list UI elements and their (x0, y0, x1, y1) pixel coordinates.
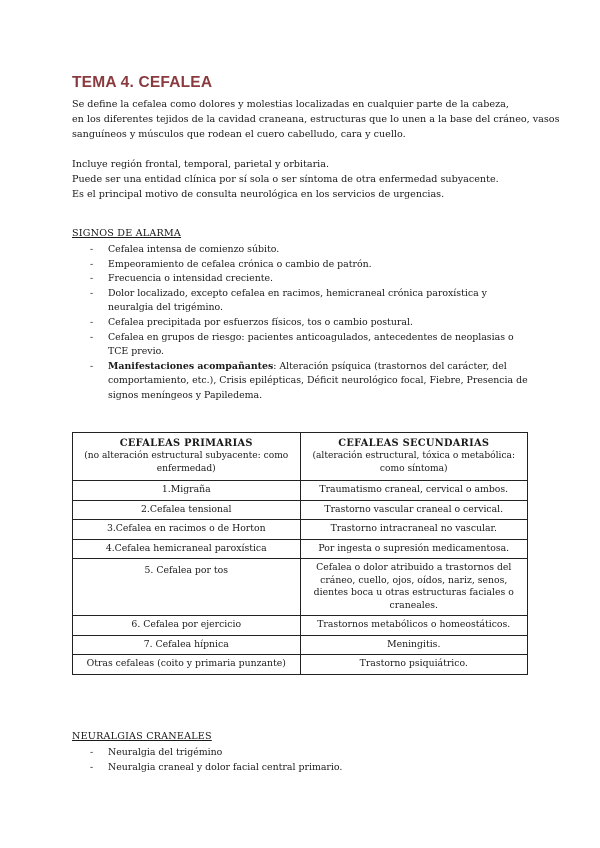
list-item-text: Frecuencia o intensidad creciente. (108, 273, 274, 285)
table-row (73, 500, 528, 520)
header-secundarias (300, 433, 528, 481)
table-cell: 2.Cefalea tensional (73, 500, 301, 520)
list-item-text: Empeoramiento de cefalea crónica o cambio de patrón. (108, 258, 372, 270)
header-title: CEFALEAS SECUNDARIAS (338, 437, 490, 449)
dash-marker: - (90, 273, 94, 285)
dash-marker: - (90, 244, 94, 255)
page-title: TEMA 4. CEFALEA (72, 74, 213, 91)
list-item-bold: Manifestaciones acompañantes (108, 360, 274, 372)
table-row (73, 559, 528, 616)
header-primarias (73, 433, 301, 481)
alarm-list (90, 243, 530, 404)
dash-marker: - (90, 747, 94, 758)
intro-line: en los diferentes tejidos de la cavidad craneana, estructuras que lo unen a la base del cráneo, vasos (72, 114, 560, 125)
table-cell: 1.Migraña (73, 481, 301, 501)
intro-line: Se define la cefalea como dolores y molestias localizadas en cualquier parte de la cabeza, (72, 99, 509, 110)
list-item (90, 316, 530, 331)
dash-marker: - (90, 258, 94, 270)
table-cell: Traumatismo craneal, cervical o ambos. (300, 481, 528, 501)
table-row (73, 655, 528, 675)
table-cell: Cefalea o dolor atribuido a trastornos del cráneo, cuello, ojos, oídos, nariz, senos, dientes boca u otras estructuras faciales o craneales. (300, 559, 528, 616)
table-cell: 7. Cefalea hípnica (73, 635, 301, 655)
list-item (90, 272, 530, 287)
header-subtitle: (no alteración estructural subyacente: como enfermedad) (84, 451, 289, 474)
table-cell: 3.Cefalea en racimos o de Horton (73, 520, 301, 540)
table-cell: Meningitis. (300, 635, 528, 655)
intro-line: Es el principal motivo de consulta neurológica en los servicios de urgencias. (72, 189, 445, 200)
table-row (73, 539, 528, 559)
table-cell: 5. Cefalea por tos (73, 559, 301, 616)
table-header-row (73, 433, 528, 481)
table-row (73, 520, 528, 540)
table-row (73, 481, 528, 501)
table-cell: 6. Cefalea por ejercicio (73, 616, 301, 636)
table-cell: Otras cefaleas (coito y primaria punzante) (73, 655, 301, 675)
neuralgias-section-title: NEURALGIAS CRANEALES (72, 731, 212, 742)
dash-marker: - (90, 331, 94, 343)
dash-marker: - (90, 360, 94, 372)
table-cell: Trastorno intracraneal no vascular. (300, 520, 528, 540)
dash-marker: - (90, 761, 94, 773)
table-cell: Trastornos metabólicos o homeostáticos. (300, 616, 528, 636)
intro-line: Puede ser una entidad clínica por sí sola o ser síntoma de otra enfermedad subyacente. (72, 174, 499, 185)
list-item (90, 761, 530, 776)
list-item (90, 360, 530, 404)
table-row (73, 616, 528, 636)
list-item (90, 287, 530, 316)
list-item (90, 331, 530, 360)
list-item-text: Cefalea precipitada por esfuerzos físicos, tos o cambio postural. (108, 316, 413, 328)
dash-marker: - (90, 316, 94, 328)
table-row (73, 635, 528, 655)
table-cell: Trastorno psiquiátrico. (300, 655, 528, 675)
cefaleas-table (72, 432, 528, 675)
table-cell: Por ingesta o supresión medicamentosa. (300, 539, 528, 559)
list-item-text: Cefalea intensa de comienzo súbito. (108, 244, 280, 255)
header-title: CEFALEAS PRIMARIAS (119, 437, 253, 449)
header-subtitle: (alteración estructural, tóxica o metabólica: como síntoma) (312, 451, 516, 474)
table-cell: 4.Cefalea hemicraneal paroxística (73, 539, 301, 559)
intro-text (72, 97, 560, 202)
list-item-text: Neuralgia craneal y dolor facial central primario. (108, 761, 343, 773)
table-cell: Trastorno vascular craneal o cervical. (300, 500, 528, 520)
list-item (90, 243, 530, 258)
alarm-section-title: SIGNOS DE ALARMA (72, 228, 182, 239)
list-item (90, 258, 530, 273)
intro-line: sanguíneos y músculos que rodean el cuero cabelludo, cara y cuello. (72, 129, 406, 140)
list-item-text: Dolor localizado, excepto cefalea en racimos, hemicraneal crónica paroxística y neuralgia del trigémino. (108, 287, 487, 314)
list-item-text: Neuralgia del trigémino (108, 747, 223, 758)
list-item (90, 746, 530, 761)
list-item-text: Cefalea en grupos de riesgo: pacientes anticoagulados, antecedentes de neoplasias o TCE previo. (108, 331, 514, 358)
list-item-text: : Alteración psíquica (trastornos del carácter, del comportamiento, etc.), Crisis epilépticas, Déficit neurológico focal, Fiebre, Presencia de signos meníngeos y Papiledema. (108, 360, 528, 401)
neuralgias-list (90, 746, 530, 775)
intro-line: Incluye región frontal, temporal, parietal y orbitaria. (72, 159, 329, 170)
dash-marker: - (90, 287, 94, 299)
